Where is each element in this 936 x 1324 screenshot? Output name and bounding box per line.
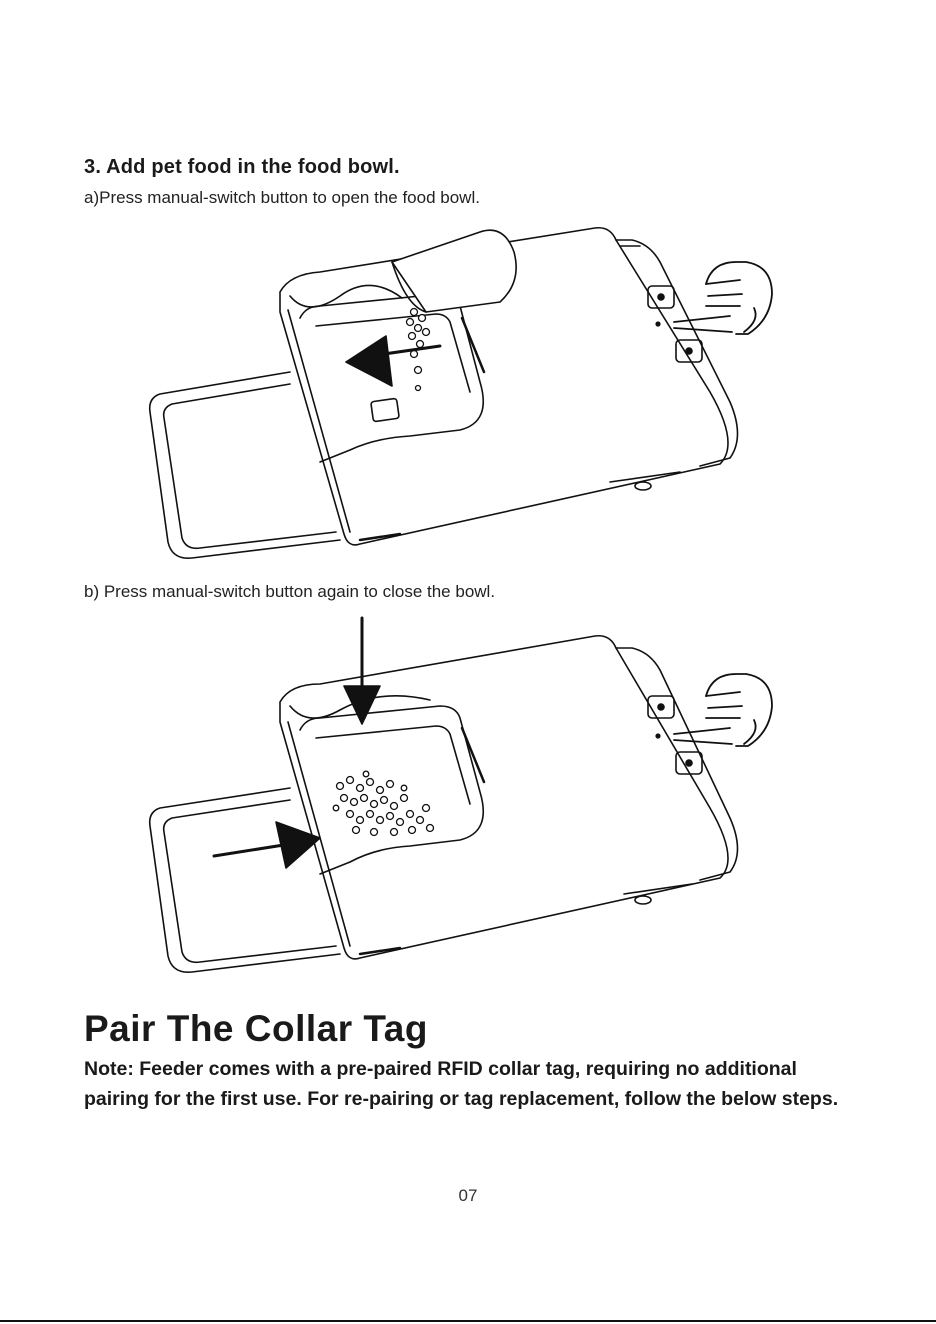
pairing-note: Note: Feeder comes with a pre-paired RFID collar tag, requiring no additional pairing for the first use. For re-pairing or tag replacement, follow the below steps. <box>84 1058 839 1110</box>
arrow-right-icon <box>214 822 320 868</box>
substep-b-text: b) Press manual-switch button again to close the bowl. <box>84 582 496 601</box>
feeder-closed-illustration <box>140 612 790 982</box>
step-heading: 3. Add pet food in the food bowl. <box>84 156 400 178</box>
pointing-hand-icon <box>674 674 772 746</box>
page-number: 07 <box>458 1186 478 1205</box>
arrow-left-icon <box>346 336 440 386</box>
pointing-hand-icon <box>674 262 772 334</box>
substep-a-text: a)Press manual-switch button to open the food bowl. <box>84 188 480 207</box>
section-title: Pair The Collar Tag <box>84 1008 428 1049</box>
feeder-open-illustration <box>140 222 790 572</box>
bottom-rule <box>0 1320 936 1322</box>
food-scoop-icon <box>392 230 516 312</box>
arrow-down-icon <box>344 618 380 724</box>
